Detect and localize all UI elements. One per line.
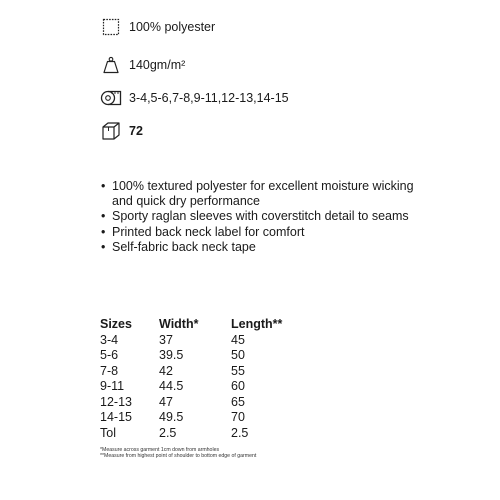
size-table-header <box>100 317 311 333</box>
spec-weight <box>100 54 185 76</box>
bullet-icon: • <box>101 224 106 239</box>
table-row <box>100 379 311 395</box>
length-footnote: **Measure from highest point of shoulder to bottom edge of garment <box>100 453 257 460</box>
tape-measure-icon <box>100 87 122 109</box>
width-cell: 44.5 <box>159 379 184 393</box>
length-cell: 60 <box>231 379 245 393</box>
length-cell: 50 <box>231 348 245 362</box>
width-cell: 42 <box>159 363 173 378</box>
size-cell: 3-4 <box>100 332 119 347</box>
fabric-square-icon <box>100 16 122 38</box>
length-cell: 65 <box>231 394 245 409</box>
spec-sizes <box>100 87 289 109</box>
sizes-header: Sizes <box>100 317 132 331</box>
weight-icon <box>100 54 122 76</box>
width-cell: 2.5 <box>159 425 177 440</box>
bullet-icon: • <box>101 209 106 224</box>
sizes-text: 3-4,5-6,7-8,9-11,12-13,14-15 <box>129 91 289 105</box>
width-cell: 39.5 <box>159 348 184 362</box>
feature-item: • Sporty raglan sleeves with coverstitch detail to seams <box>101 209 409 224</box>
table-row <box>100 333 311 349</box>
fabric-text: 100% polyester <box>129 20 216 34</box>
weight-text: 140gm/m² <box>129 58 186 72</box>
length-cell: 55 <box>231 363 245 378</box>
table-row <box>100 426 311 442</box>
table-row <box>100 348 311 364</box>
spec-pack <box>100 120 143 142</box>
feature-item: • 100% textured polyester for excellent moisture wicking and quick dry performance <box>101 179 414 209</box>
width-cell: 37 <box>159 332 173 347</box>
size-cell: 14-15 <box>100 410 132 424</box>
box-icon <box>100 120 122 142</box>
length-cell: 70 <box>231 410 245 424</box>
size-cell: Tol <box>100 425 116 440</box>
width-footnote: *Measure across garment 1cm down from armholes <box>100 447 220 453</box>
size-cell: 5-6 <box>100 348 119 362</box>
feature-list <box>100 179 420 255</box>
size-table <box>100 317 311 441</box>
table-row <box>100 410 311 426</box>
measurement-notes <box>100 447 256 459</box>
length-header: Length** <box>231 317 283 331</box>
bullet-icon: • <box>101 179 106 193</box>
size-cell: 12-13 <box>100 394 132 409</box>
width-header: Width* <box>159 317 199 331</box>
size-cell: 9-11 <box>100 379 125 393</box>
table-row <box>100 395 311 411</box>
feature-item: • Self-fabric back neck tape <box>101 239 256 254</box>
feature-item: • Printed back neck label for comfort <box>101 224 305 239</box>
length-cell: 45 <box>231 332 245 347</box>
bullet-icon: • <box>101 239 106 254</box>
size-cell: 7-8 <box>100 363 119 378</box>
table-row <box>100 364 311 380</box>
pack-quantity-text: 72 <box>129 124 143 138</box>
length-cell: 2.5 <box>231 425 249 440</box>
width-cell: 47 <box>159 394 173 409</box>
spec-fabric <box>100 16 215 38</box>
width-cell: 49.5 <box>159 410 184 424</box>
